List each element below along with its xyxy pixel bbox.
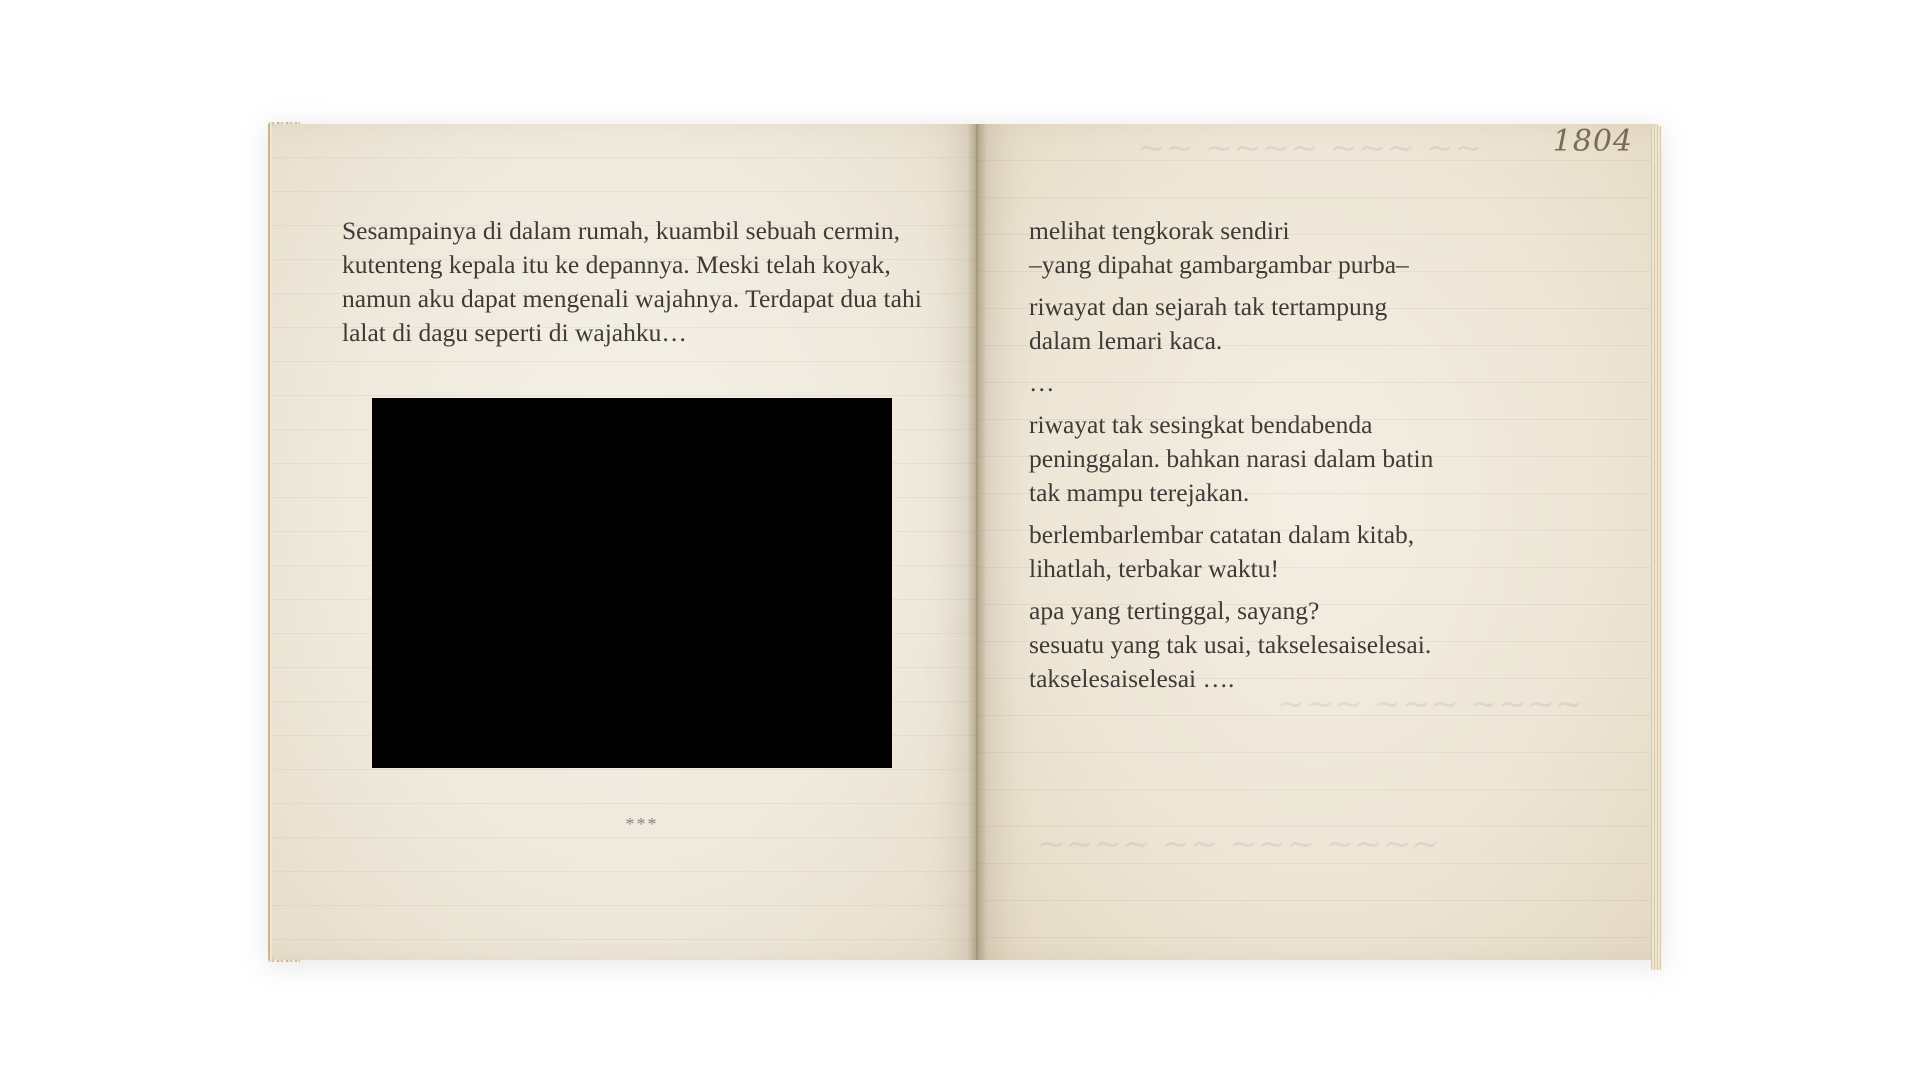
faded-handwriting: ~~ ~~~~ ~~~ ~~ <box>1137 128 1483 168</box>
page-edges-right <box>1651 126 1661 970</box>
poem-line: apa yang tertinggal, sayang? <box>1029 596 1320 625</box>
poem-line: –yang dipahat gambargambar purba– <box>1029 250 1409 279</box>
poem-stanza <box>1029 366 1549 400</box>
page-number: 1804 <box>1552 124 1633 159</box>
poem-stanza <box>1029 594 1549 696</box>
right-page <box>977 124 1659 960</box>
open-book <box>272 118 1662 966</box>
poem-line: takselesaiselesai …. <box>1029 664 1235 693</box>
faded-handwriting: ~~~ ~~~ ~~~~ <box>1277 684 1584 724</box>
poem-line: peninggalan. bahkan narasi dalam batin <box>1029 444 1434 473</box>
section-separator: *** <box>625 814 659 834</box>
faded-handwriting: ~~~~ ~~ ~~~ ~~~~ <box>1037 824 1440 864</box>
poem-stanza <box>1029 214 1549 282</box>
poem-line: lihatlah, terbakar waktu! <box>1029 554 1279 583</box>
poem-line: … <box>1029 368 1055 397</box>
poem-line: riwayat dan sejarah tak tertampung <box>1029 292 1388 321</box>
poem-line: melihat tengkorak sendiri <box>1029 216 1290 245</box>
poem-line: tak mampu terejakan. <box>1029 478 1250 507</box>
poem-line: berlembarlembar catatan dalam kitab, <box>1029 520 1415 549</box>
book-gutter <box>967 124 987 960</box>
poem-stanza <box>1029 290 1549 358</box>
poem <box>1029 214 1549 704</box>
redacted-image <box>372 398 892 768</box>
poem-line: riwayat tak sesingkat bendabenda <box>1029 410 1373 439</box>
poem-line: sesuatu yang tak usai, takselesaiselesai. <box>1029 630 1432 659</box>
left-page-paragraph: Sesampainya di dalam rumah, kuambil sebuah cermin, kutenteng kepala itu ke depannya. Meski telah koyak, namun aku dapat mengenali wajahnya. Terdapat dua tahi lalat di dagu seperti di wajahku… <box>342 216 922 347</box>
poem-stanza <box>1029 408 1549 510</box>
poem-stanza <box>1029 518 1549 586</box>
poem-line: dalam lemari kaca. <box>1029 326 1223 355</box>
left-page <box>272 124 977 960</box>
